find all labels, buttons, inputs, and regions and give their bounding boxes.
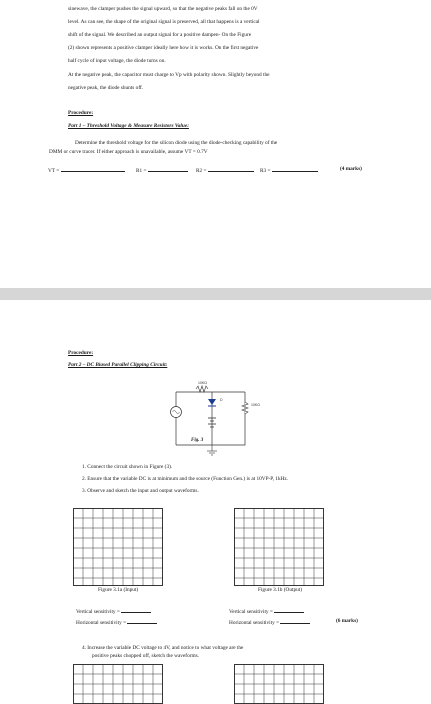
r2-field xyxy=(196,166,254,175)
diode-icon xyxy=(208,399,216,405)
grid-figure-3-1a[interactable] xyxy=(73,508,163,586)
step-1: 1. Connect the circuit shown in Figure (3). xyxy=(82,464,173,470)
resistor-top-label: 10KΩ xyxy=(198,381,207,385)
r2-blank[interactable] xyxy=(208,166,254,172)
intro-line-1: sinewave, the clamper pushes the signal upward, so that the negative peaks fall on the 0V xyxy=(68,6,258,12)
intro-line-2: level. As can see, the shape of the original signal is preserved, all that happens is a vertical xyxy=(68,19,260,25)
marks-label-1: (4 marks) xyxy=(340,166,362,172)
grid-figure-3-1b[interactable] xyxy=(234,508,324,586)
figure-3-1b-caption: Figure 3.1b (Output) xyxy=(258,587,302,593)
vertical-sensitivity-left xyxy=(76,607,151,616)
measurement-fields xyxy=(48,166,125,175)
vertical-sensitivity-right xyxy=(229,607,304,616)
resistor-top-icon xyxy=(196,386,208,392)
vertical-sensitivity-right-blank[interactable] xyxy=(274,607,304,613)
figure-3-label: Fig. 3 xyxy=(191,438,204,443)
r3-label: R3 = xyxy=(260,168,271,174)
horizontal-sensitivity-left-label: Horizontal sensitivity = xyxy=(76,620,127,626)
grid-figure-3-2a[interactable] xyxy=(73,664,163,704)
part1-text-1: Determine the threshold voltage for the silicon diode using the diode-checking capability of the xyxy=(75,140,278,146)
intro-line-4: (2) shown represents a positive clamper ideally here how it is works. On the first negative xyxy=(68,45,259,51)
step-4-line-1: 4. Increase the variable DC voltage to 4V, and notice to what voltage are the xyxy=(82,645,244,651)
resistor-right-label: 10KΩ xyxy=(251,403,260,407)
intro-line-3: shift of the signal. We described an output signal for a positive dampen- On the Figure xyxy=(68,32,252,38)
step-3: 3. Observe and sketch the input and output waveforms. xyxy=(82,488,199,494)
marks-label-2: (6 marks) xyxy=(336,618,358,624)
vertical-sensitivity-left-blank[interactable] xyxy=(121,607,151,613)
part1-text-2: DMM or curve tracer. If either approach is unavailable, assume VT = 0.7V xyxy=(49,149,208,155)
horizontal-sensitivity-right-blank[interactable] xyxy=(280,618,310,624)
grid-figure-3-2b[interactable] xyxy=(234,664,324,704)
clipping-circuit-diagram xyxy=(0,300,431,700)
r1-label: R1 = xyxy=(136,168,147,174)
grid-border xyxy=(235,509,324,586)
step-4-line-2: positive peaks chopped off, sketch the waveforms. xyxy=(92,653,199,659)
vertical-sensitivity-left-label: Vertical sensitivity = xyxy=(76,609,120,615)
intro-line-5: half cycle of input voltage, the diode turns on. xyxy=(68,58,166,64)
grid-border xyxy=(74,509,163,586)
r3-field xyxy=(260,166,318,175)
r2-label: R2 = xyxy=(196,168,207,174)
procedure-heading-2: Procedure: xyxy=(68,350,94,356)
intro-line-7: negative peak, the diode shunts off. xyxy=(68,85,144,91)
horizontal-sensitivity-right-label: Horizontal sensitivity = xyxy=(229,620,280,626)
part1-heading: Part 1 – Threshold Voltage & Measure Resistors Value: xyxy=(68,123,189,129)
horizontal-sensitivity-left-blank[interactable] xyxy=(127,618,157,624)
r1-field xyxy=(136,166,188,175)
document-page-2 xyxy=(0,300,431,700)
procedure-heading-1: Procedure: xyxy=(68,110,94,116)
step-2: 2. Ensure that the variable DC is at minimum and the source (Function Gen.) is at 10VP-P, 1kHz. xyxy=(82,476,289,482)
vertical-sensitivity-right-label: Vertical sensitivity = xyxy=(229,609,273,615)
r1-blank[interactable] xyxy=(148,166,188,172)
resistor-right-icon xyxy=(242,402,248,414)
r3-blank[interactable] xyxy=(272,166,318,172)
figure-3-1a-caption: Figure 3.1a (Input) xyxy=(98,587,139,593)
horizontal-sensitivity-left xyxy=(76,618,157,627)
diode-label: D xyxy=(220,398,223,402)
horizontal-sensitivity-right xyxy=(229,618,310,627)
document-page-1 xyxy=(0,0,431,288)
intro-line-6: At the negative peak, the capacitor must charge to Vp with polarity shown. Slightly beyond the xyxy=(68,72,270,78)
page-separator xyxy=(0,288,431,300)
vt-blank[interactable] xyxy=(61,166,125,172)
part2-heading: Part 2 – DC Biased Parallel Clipping Circuit: xyxy=(68,362,168,368)
vt-label: VT = xyxy=(48,168,60,174)
